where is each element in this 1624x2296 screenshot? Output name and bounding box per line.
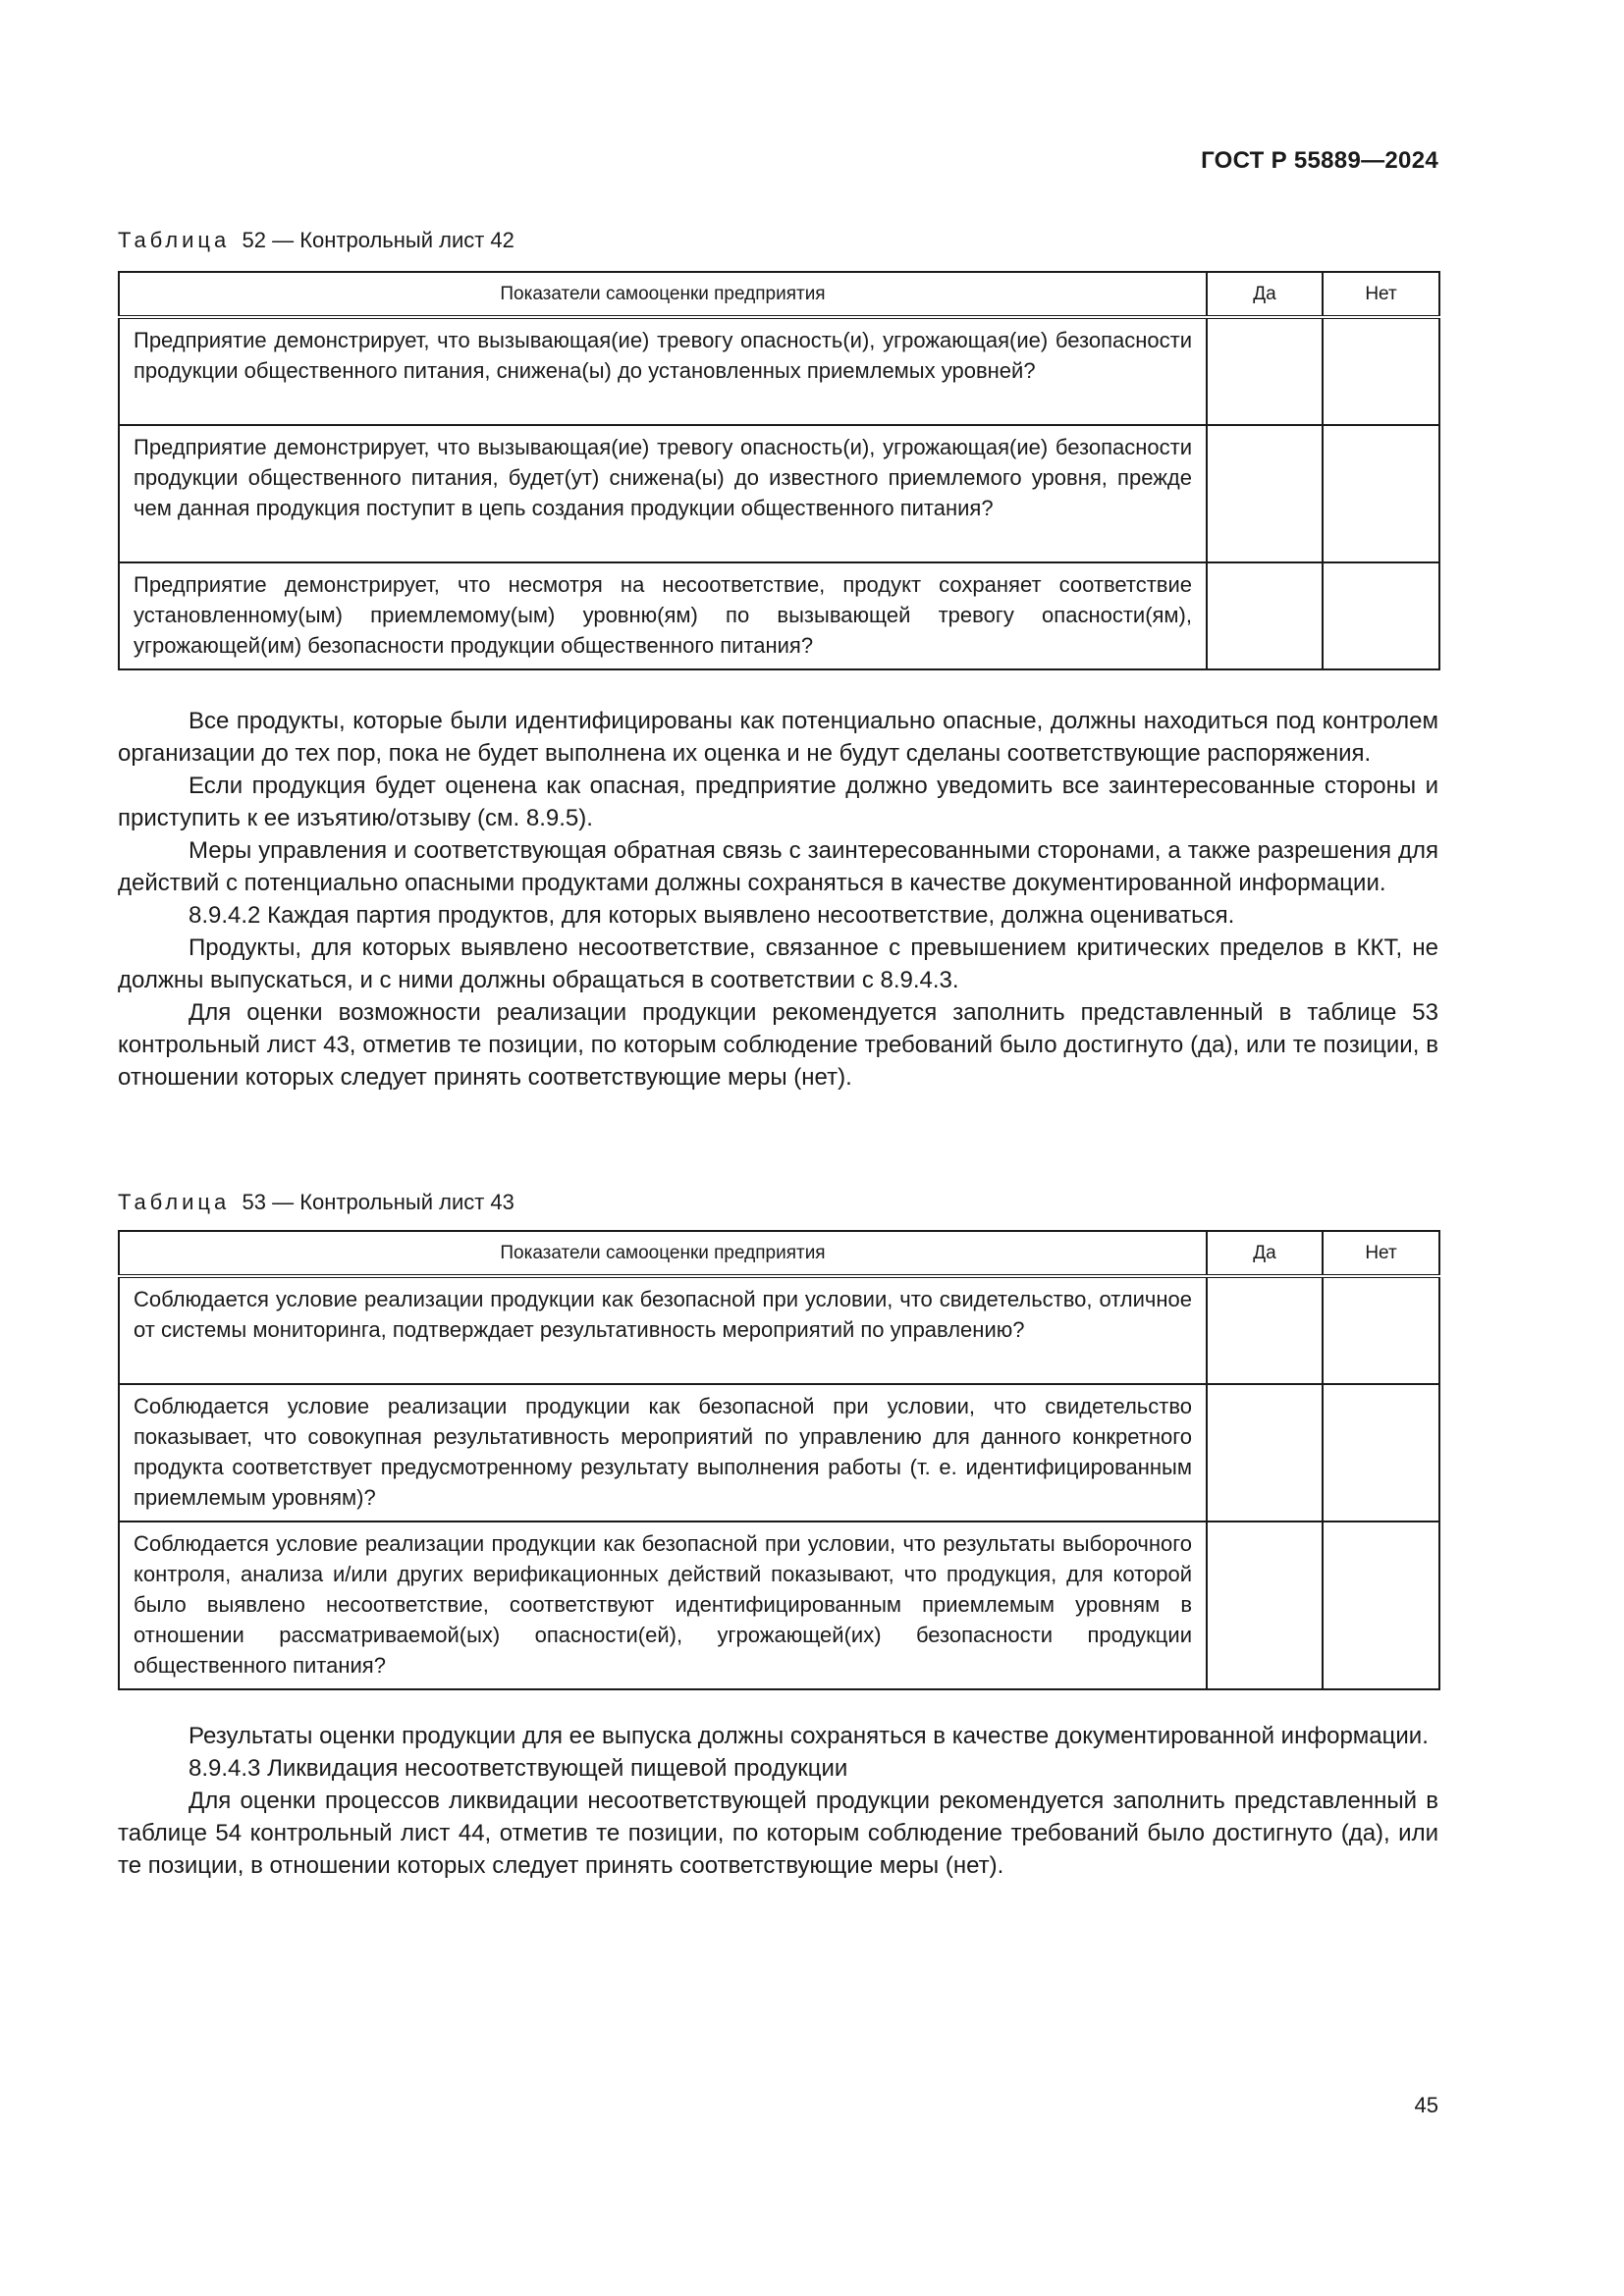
- table-53: [118, 1230, 1440, 1690]
- no-checkbox-cell[interactable]: [1323, 317, 1439, 425]
- table-52-caption: [118, 228, 514, 253]
- column-header-indicators: Показатели самооценки предприятия: [119, 1231, 1207, 1276]
- yes-checkbox-cell[interactable]: [1207, 1276, 1323, 1384]
- table-row: [119, 317, 1439, 425]
- paragraph: Меры управления и соответствующая обратная связь с заинтересованными сторонами, а также разрешения для действий с потенциально опасными продуктами должны сохраняться в качестве документированной информации.: [118, 837, 1438, 896]
- yes-checkbox-cell[interactable]: [1207, 1384, 1323, 1522]
- table-52-header-row: [119, 272, 1439, 317]
- paragraph: 8.9.4.2 Каждая партия продуктов, для которых выявлено несоответствие, должна оцениваться.: [189, 902, 1235, 929]
- no-checkbox-cell[interactable]: [1323, 1384, 1439, 1522]
- yes-checkbox-cell[interactable]: [1207, 425, 1323, 562]
- question-cell: Соблюдается условие реализации продукции как безопасной при условии, что свидетельство показывает, что совокупная результативность мероприятий по управлению для данного конкретного продукта соответствует предусмотренному результату выполнения работы (т. е. идентифицированным приемлемым уровням)?: [119, 1384, 1207, 1522]
- body-text-section-2: [118, 1720, 1438, 1882]
- question-cell: Соблюдается условие реализации продукции как безопасной при условии, что свидетельство, отличное от системы мониторинга, подтверждает результативность мероприятий по управлению?: [119, 1276, 1207, 1384]
- paragraph: Если продукция будет оценена как опасная, предприятие должно уведомить все заинтересованные стороны и приступить к ее изъятию/отзыву (см. 8.9.5).: [118, 773, 1438, 831]
- no-checkbox-cell[interactable]: [1323, 1522, 1439, 1689]
- column-header-indicators: Показатели самооценки предприятия: [119, 272, 1207, 317]
- table-53-caption-label: Таблица: [118, 1190, 231, 1214]
- yes-checkbox-cell[interactable]: [1207, 317, 1323, 425]
- paragraph: Для оценки возможности реализации продукции рекомендуется заполнить представленный в таблице 53 контрольный лист 43, отметив те позиции, по которым соблюдение требований было достигнуто (да), или те позиции, в отношении которых следует принять соответствующие меры (нет).: [118, 999, 1438, 1091]
- yes-checkbox-cell[interactable]: [1207, 562, 1323, 669]
- table-53-header-row: [119, 1231, 1439, 1276]
- paragraph: Результаты оценки продукции для ее выпуска должны сохраняться в качестве документированной информации.: [189, 1723, 1429, 1749]
- question-cell: Предприятие демонстрирует, что вызывающая(ие) тревогу опасность(и), угрожающая(ие) безопасности продукции общественного питания, будет(ут) снижена(ы) до известного приемлемого уровня, прежде чем данная продукция поступит в цепь создания продукции общественного питания?: [119, 425, 1207, 562]
- table-52-caption-label: Таблица: [118, 228, 231, 252]
- table-52-caption-text: 52 — Контрольный лист 42: [242, 228, 514, 252]
- no-checkbox-cell[interactable]: [1323, 425, 1439, 562]
- page-number: 45: [1414, 2093, 1438, 2117]
- no-checkbox-cell[interactable]: [1323, 1276, 1439, 1384]
- column-header-no: Нет: [1323, 272, 1439, 317]
- paragraph: Для оценки процессов ликвидации несоответствующей продукции рекомендуется заполнить представленный в таблице 54 контрольный лист 44, отметив те позиции, по которым соблюдение требований было достигнуто (да), или те позиции, в отношении которых следует принять соответствующие меры (нет).: [118, 1788, 1438, 1879]
- no-checkbox-cell[interactable]: [1323, 562, 1439, 669]
- table-row: [119, 1276, 1439, 1384]
- question-cell: Соблюдается условие реализации продукции как безопасной при условии, что результаты выборочного контроля, анализа и/или других верификационных действий показывают, что продукция, для которой было выявлено несоответствие, соответствуют идентифицированным приемлемым уровням в отношении рассматриваемой(ых) опасности(ей), угрожающей(их) безопасности продукции общественного питания?: [119, 1522, 1207, 1689]
- table-53-caption: [118, 1190, 514, 1215]
- column-header-yes: Да: [1207, 272, 1323, 317]
- question-cell: Предприятие демонстрирует, что несмотря на несоответствие, продукт сохраняет соответствие установленному(ым) приемлемому(ым) уровню(ям) по вызывающей тревогу опасности(ям), угрожающей(им) безопасности продукции общественного питания?: [119, 562, 1207, 669]
- table-53-caption-text: 53 — Контрольный лист 43: [242, 1190, 514, 1214]
- column-header-no: Нет: [1323, 1231, 1439, 1276]
- question-cell: Предприятие демонстрирует, что вызывающая(ие) тревогу опасность(и), угрожающая(ие) безопасности продукции общественного питания, снижена(ы) до установленных приемлемых уровней?: [119, 317, 1207, 425]
- document-code: ГОСТ Р 55889—2024: [1201, 147, 1438, 174]
- table-row: [119, 562, 1439, 669]
- yes-checkbox-cell[interactable]: [1207, 1522, 1323, 1689]
- paragraph: 8.9.4.3 Ликвидация несоответствующей пищевой продукции: [189, 1755, 848, 1782]
- table-row: [119, 1522, 1439, 1689]
- paragraph: Все продукты, которые были идентифицированы как потенциально опасные, должны находиться под контролем организации до тех пор, пока не будет выполнена их оценка и не будут сделаны соответствующие распоряжения.: [118, 708, 1438, 767]
- table-row: [119, 1384, 1439, 1522]
- paragraph: Продукты, для которых выявлено несоответствие, связанное с превышением критических пределов в ККТ, не должны выпускаться, и с ними должны обращаться в соответствии с 8.9.4.3.: [118, 934, 1438, 993]
- table-row: [119, 425, 1439, 562]
- body-text-section-1: [118, 705, 1438, 1094]
- column-header-yes: Да: [1207, 1231, 1323, 1276]
- table-52: [118, 271, 1440, 670]
